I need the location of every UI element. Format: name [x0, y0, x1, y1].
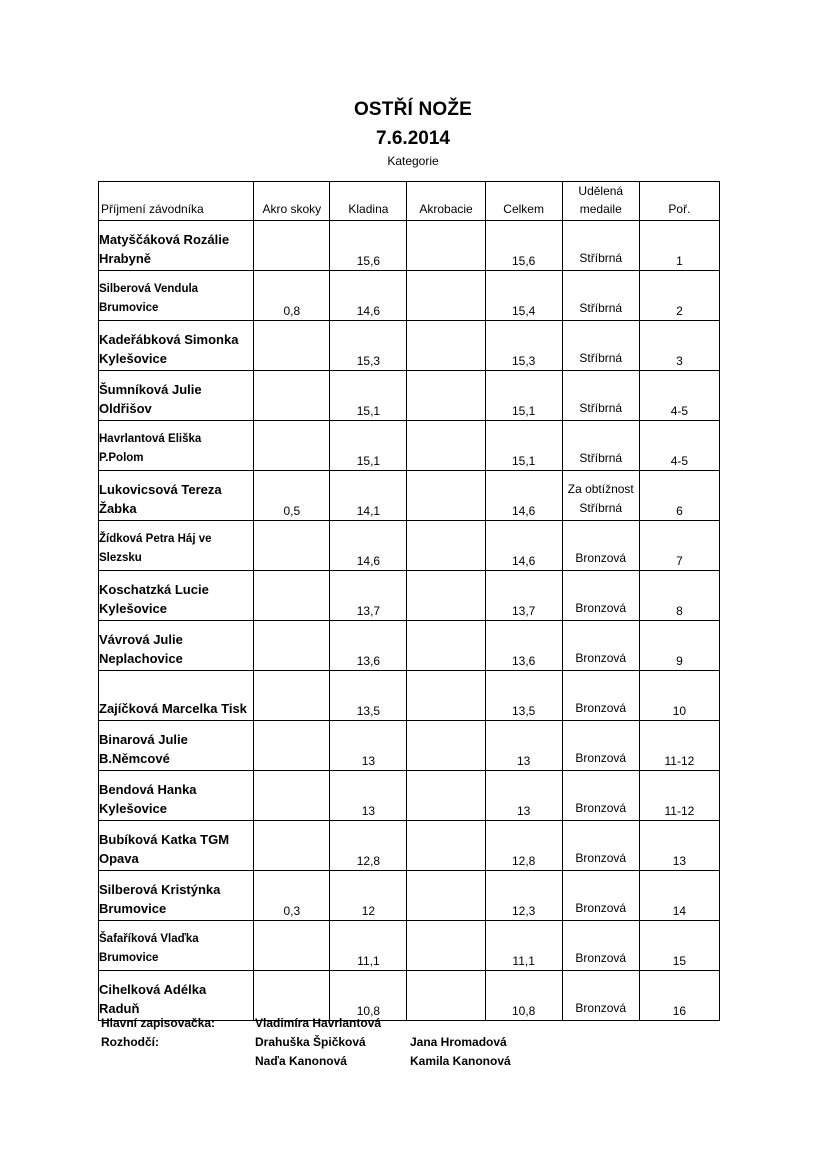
akro-score [254, 521, 330, 571]
competitor-name-line1: Matyščáková Rozálie [99, 232, 230, 247]
competitor-name-line2: Neplachovice [99, 651, 183, 666]
competitor-name-line1: Koschatzká Lucie [99, 582, 209, 597]
medal-type: Bronzová [575, 851, 627, 865]
rank: 10 [639, 671, 719, 721]
medal-cell [562, 221, 639, 271]
competitor-name-line2: P.Polom [99, 452, 144, 464]
total-score: 13,7 [485, 571, 562, 621]
competitor-name-line1: Bubíková Katka TGM [99, 832, 230, 847]
judge-name: Drahuška Špičková [255, 1035, 366, 1049]
akrobacie-score [407, 621, 485, 671]
medal-type: Stříbrná [579, 351, 623, 365]
rank: 15 [639, 921, 719, 971]
table-row [99, 871, 720, 921]
table-row [99, 721, 720, 771]
table-row [99, 521, 720, 571]
competitor-name-line1: Lukovicsová Tereza [99, 482, 222, 497]
competitor-name-line2: Kylešovice [99, 351, 167, 366]
competitor-name [99, 521, 254, 571]
total-score: 15,1 [485, 421, 562, 471]
competitor-name-line2: Brumovice [99, 901, 167, 916]
col-header-akrobacie: Akrobacie [407, 182, 485, 221]
akrobacie-score [407, 221, 485, 271]
medal-type: Stříbrná [579, 301, 623, 315]
table-row [99, 321, 720, 371]
judge-name: Kamila Kanonová [410, 1054, 511, 1068]
total-score: 14,6 [485, 471, 562, 521]
akrobacie-score [407, 871, 485, 921]
table-row [99, 221, 720, 271]
medal-type: Bronzová [575, 551, 627, 565]
medal-cell [562, 821, 639, 871]
competitor-name [99, 621, 254, 671]
competitor-name [99, 421, 254, 471]
competitor-name [99, 471, 254, 521]
table-row [99, 671, 720, 721]
medal-type: Stříbrná [579, 501, 623, 515]
total-score: 15,4 [485, 271, 562, 321]
competitor-name [99, 971, 254, 1021]
event-date: 7.6.2014 [376, 128, 450, 149]
akrobacie-score [407, 821, 485, 871]
table-row [99, 771, 720, 821]
kladina-score: 14,6 [330, 521, 407, 571]
akro-score [254, 721, 330, 771]
total-score: 15,3 [485, 321, 562, 371]
competitor-name [99, 271, 254, 321]
competitor-name-line2: Kylešovice [99, 601, 167, 616]
table-row [99, 571, 720, 621]
competitor-name-line1: Šumníková Julie [99, 382, 202, 397]
table-row [99, 421, 720, 471]
medal-cell [562, 421, 639, 471]
competitor-name-line2: Zajíčková Marcelka Tisk [99, 701, 247, 716]
medal-type: Bronzová [575, 1001, 627, 1015]
table-row [99, 621, 720, 671]
medal-type: Stříbrná [579, 451, 623, 465]
table-row [99, 971, 720, 1021]
competitor-name-line2: Hrabyně [99, 251, 152, 266]
competitor-name-line2: Oldřišov [99, 401, 152, 416]
competitor-name [99, 671, 254, 721]
akro-score [254, 971, 330, 1021]
medal-type: Stříbrná [579, 401, 623, 415]
medal-cell [562, 621, 639, 671]
total-score: 12,8 [485, 821, 562, 871]
competitor-name-line2: Brumovice [99, 302, 159, 314]
total-score: 14,6 [485, 521, 562, 571]
rank: 13 [639, 821, 719, 871]
results-table [98, 181, 720, 1021]
akro-score: 0,8 [254, 271, 330, 321]
medal-type: Bronzová [575, 751, 627, 765]
akrobacie-score [407, 771, 485, 821]
medal-type: Stříbrná [579, 251, 623, 265]
table-row [99, 471, 720, 521]
category-label: Kategorie [387, 154, 439, 168]
akrobacie-score [407, 421, 485, 471]
medal-cell [562, 971, 639, 1021]
rank: 6 [639, 471, 719, 521]
competitor-name-line2: Kylešovice [99, 801, 167, 816]
table-row [99, 271, 720, 321]
akro-score [254, 321, 330, 371]
medal-cell [562, 721, 639, 771]
judges-label: Rozhodčí: [101, 1035, 159, 1049]
kladina-score: 15,1 [330, 371, 407, 421]
total-score: 13 [485, 771, 562, 821]
rank: 14 [639, 871, 719, 921]
total-score: 15,1 [485, 371, 562, 421]
akro-score: 0,5 [254, 471, 330, 521]
head-recorder-label: Hlavní zapisovačka: [101, 1016, 216, 1030]
akrobacie-score [407, 571, 485, 621]
kladina-score: 14,6 [330, 271, 407, 321]
rank: 3 [639, 321, 719, 371]
head-recorder-name: Vladimíra Havrlantová [255, 1016, 382, 1030]
kladina-score: 15,3 [330, 321, 407, 371]
kladina-score: 13 [330, 721, 407, 771]
kladina-score: 13,7 [330, 571, 407, 621]
medal-cell [562, 571, 639, 621]
page-title: OSTŘÍ NOŽE [353, 99, 473, 120]
akrobacie-score [407, 971, 485, 1021]
akrobacie-score [407, 921, 485, 971]
table-header-row [99, 182, 720, 221]
akro-score [254, 621, 330, 671]
competitor-name [99, 871, 254, 921]
akro-score [254, 371, 330, 421]
akro-score [254, 921, 330, 971]
competitor-name-line1: Silberová Vendula [99, 283, 199, 295]
competitor-name [99, 771, 254, 821]
akrobacie-score [407, 521, 485, 571]
kladina-score: 13 [330, 771, 407, 821]
col-header-medaile-line2: medaile [579, 202, 622, 216]
kladina-score: 15,6 [330, 221, 407, 271]
competitor-name-line2: Žabka [99, 501, 137, 516]
competitor-name [99, 821, 254, 871]
competitor-name-line1: Bendová Hanka [99, 782, 197, 797]
rank: 4-5 [639, 421, 719, 471]
total-score: 13,5 [485, 671, 562, 721]
rank: 4-5 [639, 371, 719, 421]
akrobacie-score [407, 371, 485, 421]
medal-cell [562, 771, 639, 821]
medal-cell [562, 271, 639, 321]
competitor-name-line1: Kadeřábková Simonka [99, 332, 239, 347]
competitor-name [99, 721, 254, 771]
rank: 11-12 [639, 771, 719, 821]
medal-cell [562, 321, 639, 371]
total-score: 13 [485, 721, 562, 771]
medal-type: Bronzová [575, 701, 627, 715]
medal-type: Bronzová [575, 651, 627, 665]
akro-score [254, 821, 330, 871]
akro-score: 0,3 [254, 871, 330, 921]
competitor-name-line2: Opava [99, 851, 139, 866]
kladina-score: 11,1 [330, 921, 407, 971]
judge-name: Naďa Kanonová [255, 1054, 347, 1068]
medal-type: Bronzová [575, 601, 627, 615]
akro-score [254, 671, 330, 721]
medal-note: Za obtížnost [567, 482, 634, 496]
medal-cell [562, 671, 639, 721]
table-row [99, 821, 720, 871]
rank: 7 [639, 521, 719, 571]
akrobacie-score [407, 321, 485, 371]
table-row [99, 371, 720, 421]
competitor-name-line1: Šafaříková Vlaďka [99, 933, 199, 945]
akro-score [254, 571, 330, 621]
medal-type: Bronzová [575, 801, 627, 815]
akrobacie-score [407, 671, 485, 721]
medal-cell [562, 471, 639, 521]
akrobacie-score [407, 271, 485, 321]
competitor-name [99, 371, 254, 421]
medal-cell [562, 371, 639, 421]
kladina-score: 15,1 [330, 421, 407, 471]
competitor-name [99, 321, 254, 371]
competitor-name-line2: B.Němcové [99, 751, 170, 766]
medal-cell [562, 521, 639, 571]
competitor-name-line1: Vávrová Julie [99, 632, 183, 647]
rank: 11-12 [639, 721, 719, 771]
rank: 9 [639, 621, 719, 671]
col-header-poradi: Poř. [639, 182, 719, 221]
competitor-name [99, 571, 254, 621]
col-header-celkem: Celkem [485, 182, 562, 221]
akro-score [254, 771, 330, 821]
medal-type: Bronzová [575, 951, 627, 965]
judge-name: Jana Hromadová [410, 1035, 507, 1049]
kladina-score: 13,5 [330, 671, 407, 721]
akro-score [254, 221, 330, 271]
kladina-score: 12 [330, 871, 407, 921]
competitor-name-line1: Žídková Petra Háj ve [99, 533, 212, 545]
rank: 8 [639, 571, 719, 621]
competitor-name-line2: Brumovice [99, 952, 159, 964]
total-score: 10,8 [485, 971, 562, 1021]
rank: 1 [639, 221, 719, 271]
competitor-name-line2: Raduň [99, 1001, 140, 1016]
col-header-medaile [562, 182, 639, 221]
akrobacie-score [407, 721, 485, 771]
kladina-score: 10,8 [330, 971, 407, 1021]
akro-score [254, 421, 330, 471]
akrobacie-score [407, 471, 485, 521]
col-header-kladina: Kladina [330, 182, 407, 221]
total-score: 11,1 [485, 921, 562, 971]
rank: 16 [639, 971, 719, 1021]
competitor-name-line1: Binarová Julie [99, 732, 188, 747]
total-score: 15,6 [485, 221, 562, 271]
competitor-name [99, 921, 254, 971]
competitor-name-line1: Havrlantová Eliška [99, 433, 202, 445]
kladina-score: 12,8 [330, 821, 407, 871]
kladina-score: 14,1 [330, 471, 407, 521]
table-row [99, 921, 720, 971]
competitor-name-line2: Slezsku [99, 552, 142, 564]
total-score: 13,6 [485, 621, 562, 671]
rank: 2 [639, 271, 719, 321]
col-header-medaile-line1: Udělená [578, 184, 624, 198]
medal-type: Bronzová [575, 901, 627, 915]
total-score: 12,3 [485, 871, 562, 921]
medal-cell [562, 921, 639, 971]
medal-cell [562, 871, 639, 921]
competitor-name-line1: Cihelková Adélka [99, 982, 207, 997]
competitor-name-line1: Silberová Kristýnka [99, 882, 221, 897]
competitor-name [99, 221, 254, 271]
col-header-name: Příjmení závodníka [99, 182, 254, 221]
kladina-score: 13,6 [330, 621, 407, 671]
col-header-akro: Akro skoky [254, 182, 330, 221]
